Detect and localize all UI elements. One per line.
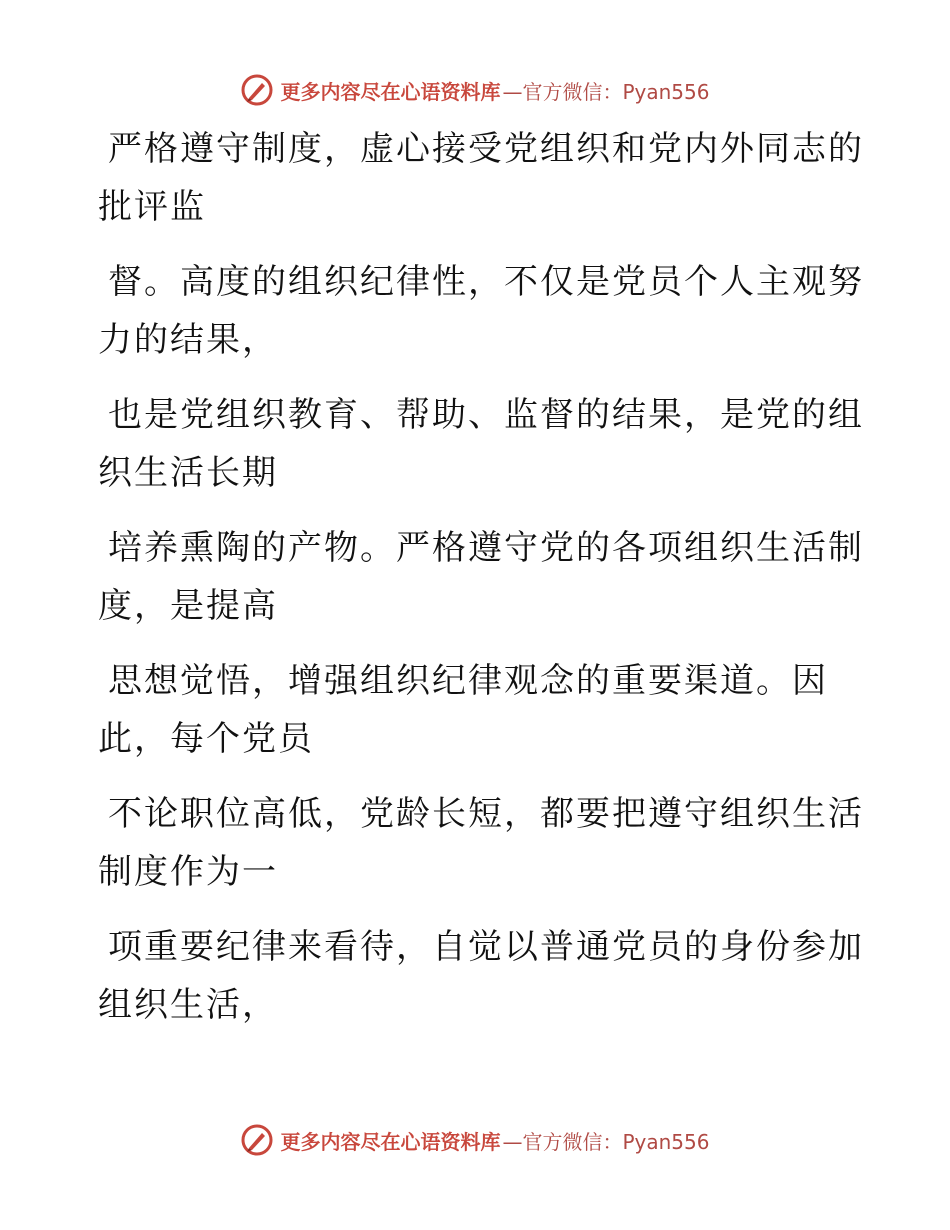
paragraph (98, 918, 864, 1034)
paragraph (98, 785, 864, 901)
paragraph (98, 386, 864, 502)
document-body (98, 120, 864, 1051)
paragraph-line: 度，是提高 (98, 586, 278, 626)
paragraph-line: 严格遵守制度，虚心接受党组织和党内外同志的 (108, 129, 864, 169)
paragraph-line: 培养熏陶的产物。严格遵守党的各项组织生活制 (108, 528, 864, 568)
paragraph-line: 也是党组织教育、帮助、监督的结果，是党的组 (108, 395, 864, 435)
paragraph-line: 督。高度的组织纪律性，不仅是党员个人主观努 (108, 262, 864, 302)
paragraph (98, 519, 864, 635)
paragraph-line: 批评监 (98, 187, 206, 227)
paragraph-line: 力的结果， (98, 320, 278, 360)
pen-logo-icon (240, 1123, 274, 1157)
header-brand-text: 更多内容尽在心语资料库 (280, 79, 501, 104)
paragraph (98, 120, 864, 236)
paragraph-line: 不论职位高低，党龄长短，都要把遵守组织生活 (108, 794, 864, 834)
paragraph-line: 此，每个党员 (98, 719, 314, 759)
paragraph-line: 项重要纪律来看待，自觉以普通党员的身份参加 (108, 927, 864, 967)
pen-logo-icon (240, 73, 274, 107)
footer-brand-text: 更多内容尽在心语资料库 (280, 1129, 501, 1154)
paragraph-line: 思想觉悟，增强组织纪律观念的重要渠道。因 (108, 661, 828, 701)
header-watermark (0, 70, 950, 110)
paragraph-line: 组织生活， (98, 985, 278, 1025)
paragraph-line: 制度作为一 (98, 852, 278, 892)
header-contact-text: —官方微信：Pyan556 (502, 79, 710, 104)
paragraph (98, 652, 838, 768)
paragraph (98, 253, 864, 369)
footer-contact-text: —官方微信：Pyan556 (502, 1129, 710, 1154)
paragraph-line: 织生活长期 (98, 453, 278, 493)
footer-watermark (0, 1120, 950, 1160)
